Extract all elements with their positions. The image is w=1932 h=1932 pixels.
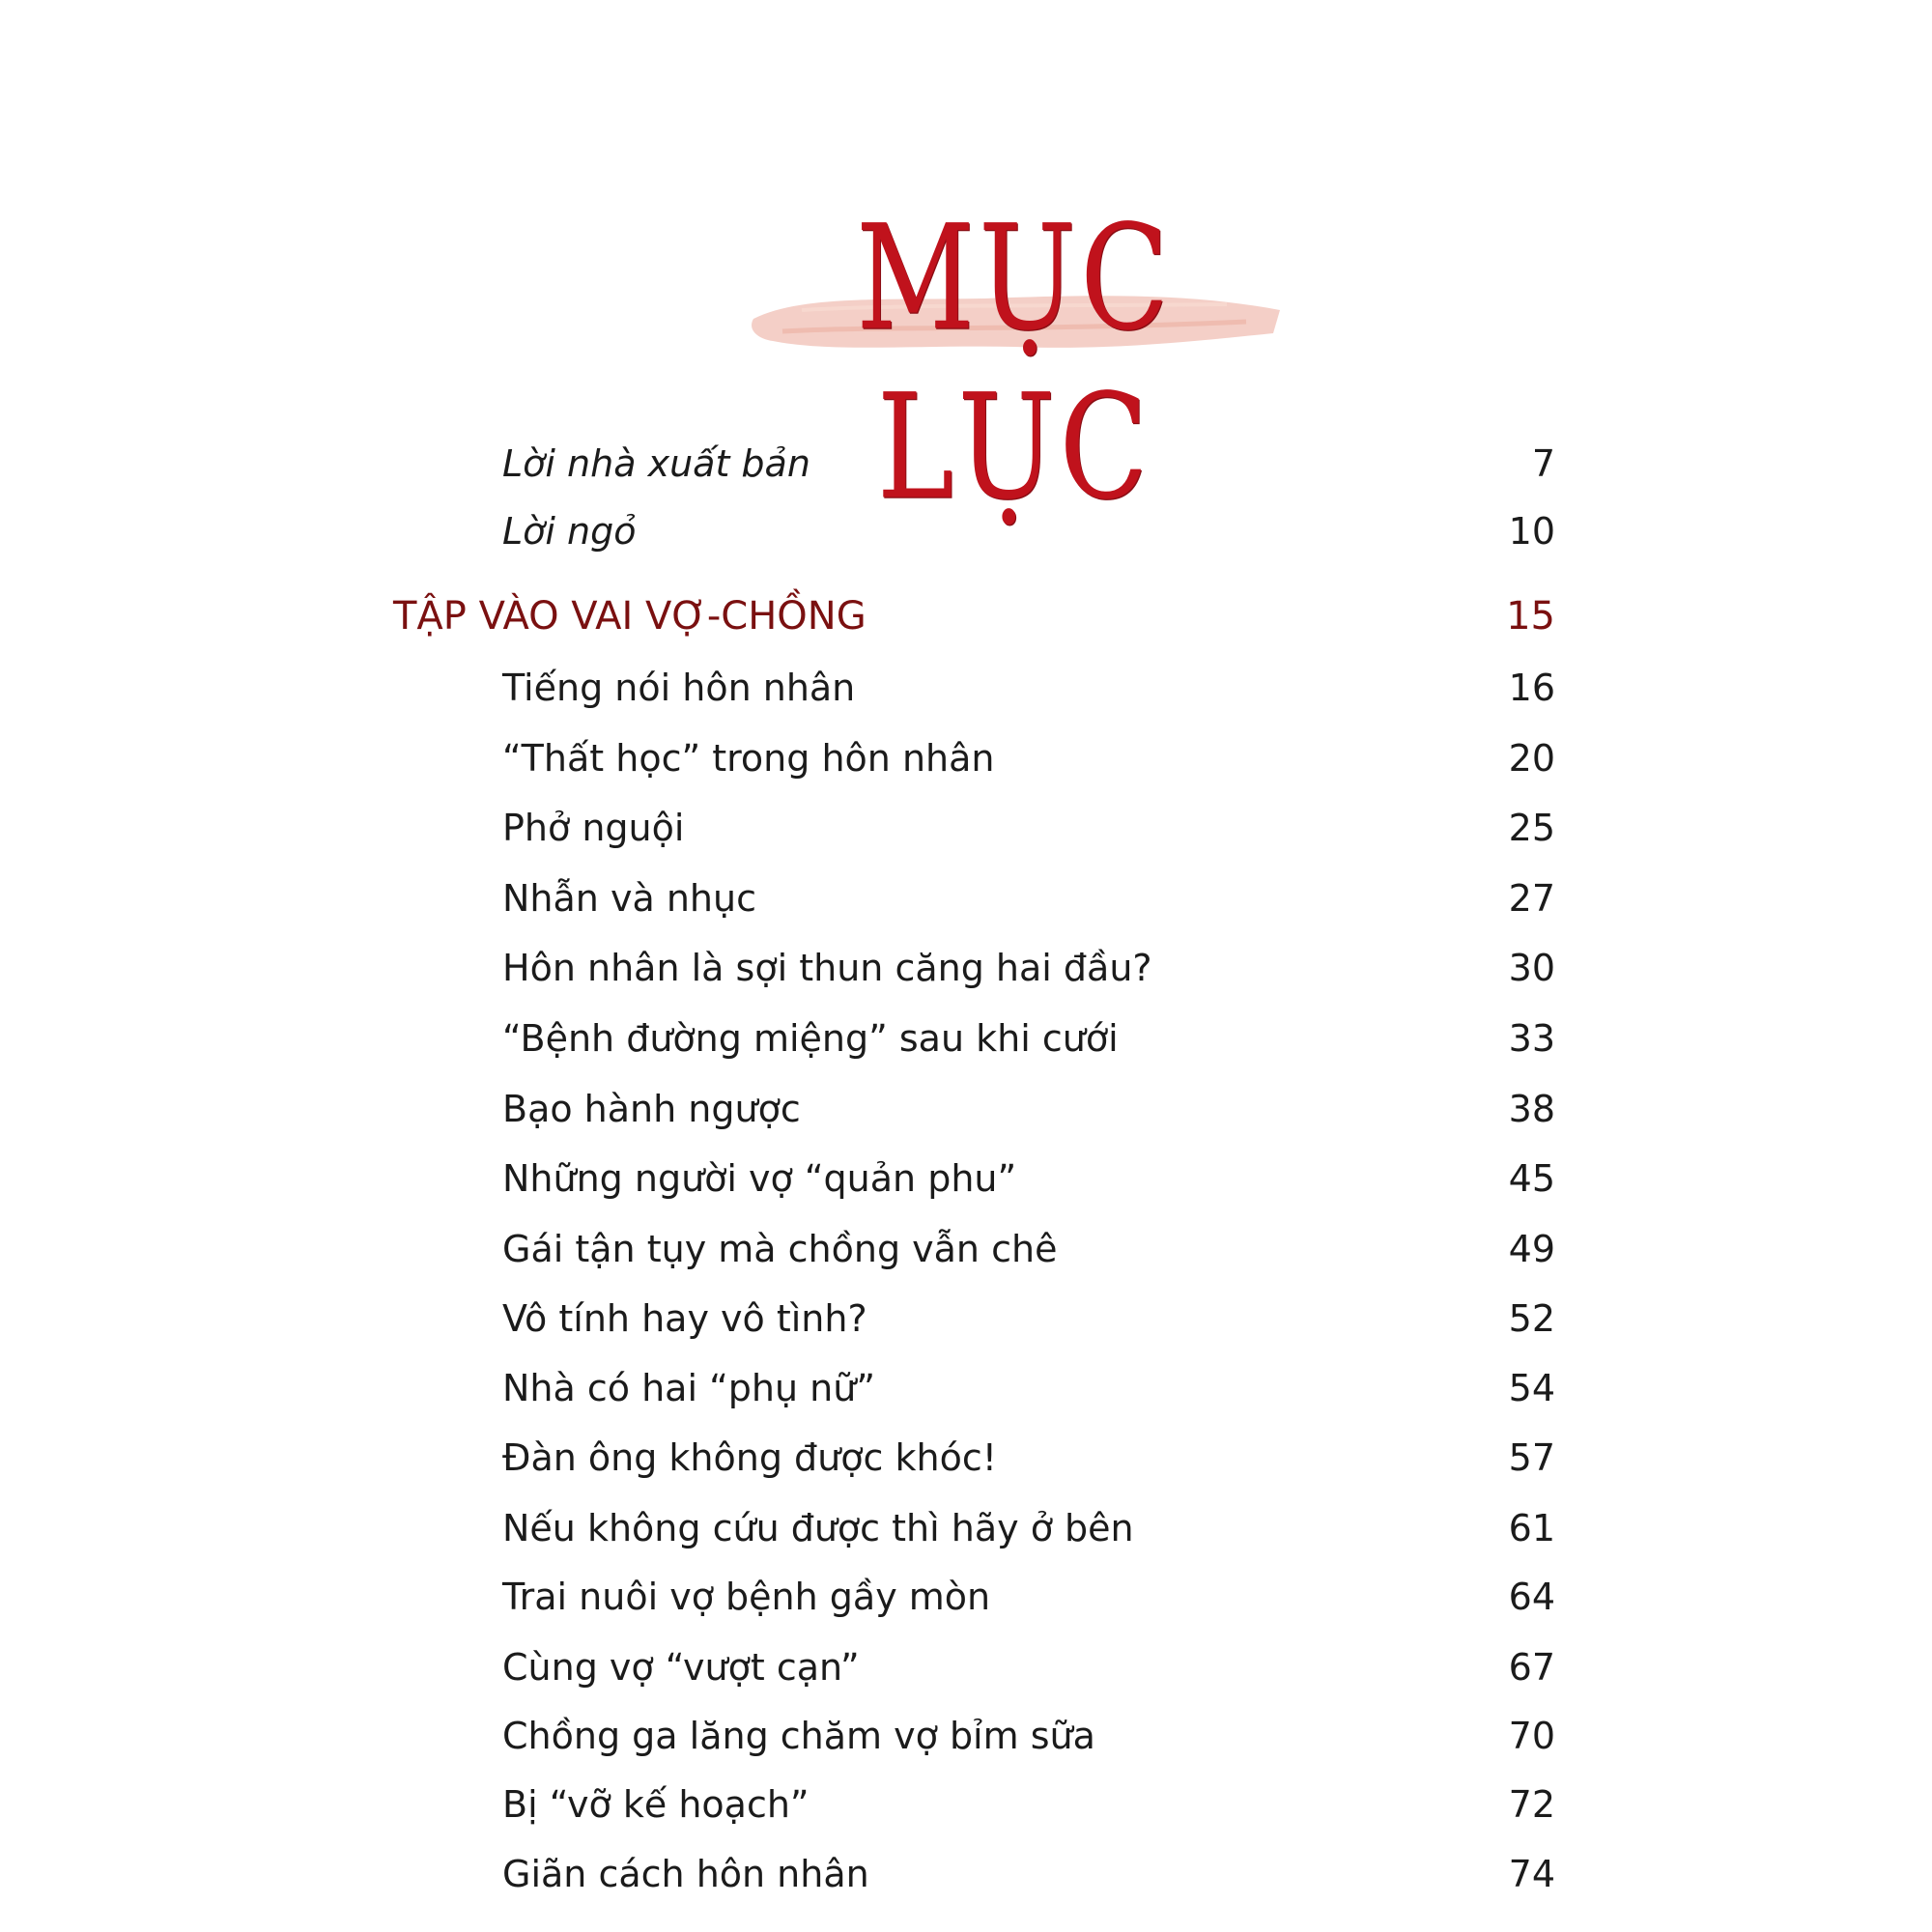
toc-entry-title: Nếu không cứu được thì hãy ở bên xyxy=(502,1507,1134,1549)
toc-entry xyxy=(502,1009,1555,1067)
toc-entry-title: “Thất học” trong hôn nhân xyxy=(502,737,995,780)
toc-entry-title: Tiếng nói hôn nhân xyxy=(502,667,856,709)
toc-entry-page-number: 49 xyxy=(1508,1228,1555,1270)
toc-entry xyxy=(502,1290,1555,1348)
toc-entry-page-number: 7 xyxy=(1531,442,1555,485)
toc-entry-title: Những người vợ “quản phu” xyxy=(502,1157,1017,1200)
toc-entry-page-number: 61 xyxy=(1508,1507,1555,1549)
toc-entry-title: Nhẫn và nhục xyxy=(502,877,756,920)
toc-entry-title: TẬP VÀO VAI VỢ-CHỒNG xyxy=(393,594,867,639)
toc-entry-page-number: 25 xyxy=(1508,807,1555,849)
toc-entry-page-number: 70 xyxy=(1508,1715,1555,1757)
toc-entry-title: Giãn cách hôn nhân xyxy=(502,1853,869,1895)
toc-entry-title: Chồng ga lăng chăm vợ bỉm sữa xyxy=(502,1715,1095,1757)
toc-entry xyxy=(502,1220,1555,1278)
toc-entry-page-number: 45 xyxy=(1508,1157,1555,1200)
toc-entry xyxy=(502,1638,1555,1696)
toc-entry xyxy=(502,799,1555,857)
toc-entry xyxy=(502,502,1555,560)
toc-entry-title: Lời nhà xuất bản xyxy=(502,442,810,485)
toc-entry-page-number: 57 xyxy=(1508,1436,1555,1479)
toc-entry-title: Cùng vợ “vượt cạn” xyxy=(502,1646,860,1689)
toc-entry-title: Trai nuôi vợ bệnh gầy mòn xyxy=(502,1576,991,1618)
toc-entry-page-number: 52 xyxy=(1508,1297,1555,1340)
toc-entry-title: Vô tính hay vô tình? xyxy=(502,1297,867,1340)
toc-entry-page-number: 30 xyxy=(1508,947,1555,989)
toc-entry-title: Gái tận tụy mà chồng vẫn chê xyxy=(502,1228,1058,1270)
toc-entry-title: Bạo hành ngược xyxy=(502,1088,801,1130)
toc-entry-page-number: 27 xyxy=(1508,877,1555,920)
toc-entry-page-number: 72 xyxy=(1508,1783,1555,1826)
toc-entry-page-number: 67 xyxy=(1508,1646,1555,1689)
toc-entry-title: Đàn ông không được khóc! xyxy=(502,1436,997,1479)
toc-entry xyxy=(502,1359,1555,1417)
toc-entry-page-number: 74 xyxy=(1508,1853,1555,1895)
toc-entry-page-number: 54 xyxy=(1508,1367,1555,1409)
toc-entry-page-number: 10 xyxy=(1508,510,1555,553)
toc-entry xyxy=(502,1499,1555,1557)
toc-entry-title: Lời ngỏ xyxy=(502,510,637,553)
toc-entry xyxy=(502,869,1555,927)
toc-entry-page-number: 15 xyxy=(1506,594,1555,639)
toc-entry xyxy=(502,1429,1555,1487)
toc-entry xyxy=(502,1568,1555,1626)
toc-entry-page-number: 33 xyxy=(1508,1017,1555,1060)
page-title: MỤC LỤC xyxy=(856,195,1173,532)
toc-entry xyxy=(502,659,1555,717)
toc-entry-page-number: 64 xyxy=(1508,1576,1555,1618)
toc-entry xyxy=(502,729,1555,787)
toc-entry xyxy=(502,1776,1555,1833)
toc-entry-page-number: 16 xyxy=(1508,667,1555,709)
toc-entry xyxy=(502,1080,1555,1138)
toc-entry xyxy=(502,1707,1555,1765)
toc-entry-title: “Bệnh đường miệng” sau khi cưới xyxy=(502,1017,1119,1060)
toc-entry-title: Hôn nhân là sợi thun căng hai đầu? xyxy=(502,947,1152,989)
toc-entry-page-number: 38 xyxy=(1508,1088,1555,1130)
toc-entry xyxy=(502,435,1555,493)
toc-entry-page-number: 20 xyxy=(1508,737,1555,780)
toc-entry xyxy=(502,939,1555,997)
toc-entry-title: Nhà có hai “phụ nữ” xyxy=(502,1367,876,1409)
toc-entry-title: Phở nguội xyxy=(502,807,685,849)
toc-entry-title: Bị “vỡ kế hoạch” xyxy=(502,1783,810,1826)
toc-section-heading xyxy=(393,587,1555,645)
toc-entry xyxy=(502,1150,1555,1208)
toc-entry xyxy=(502,1845,1555,1903)
